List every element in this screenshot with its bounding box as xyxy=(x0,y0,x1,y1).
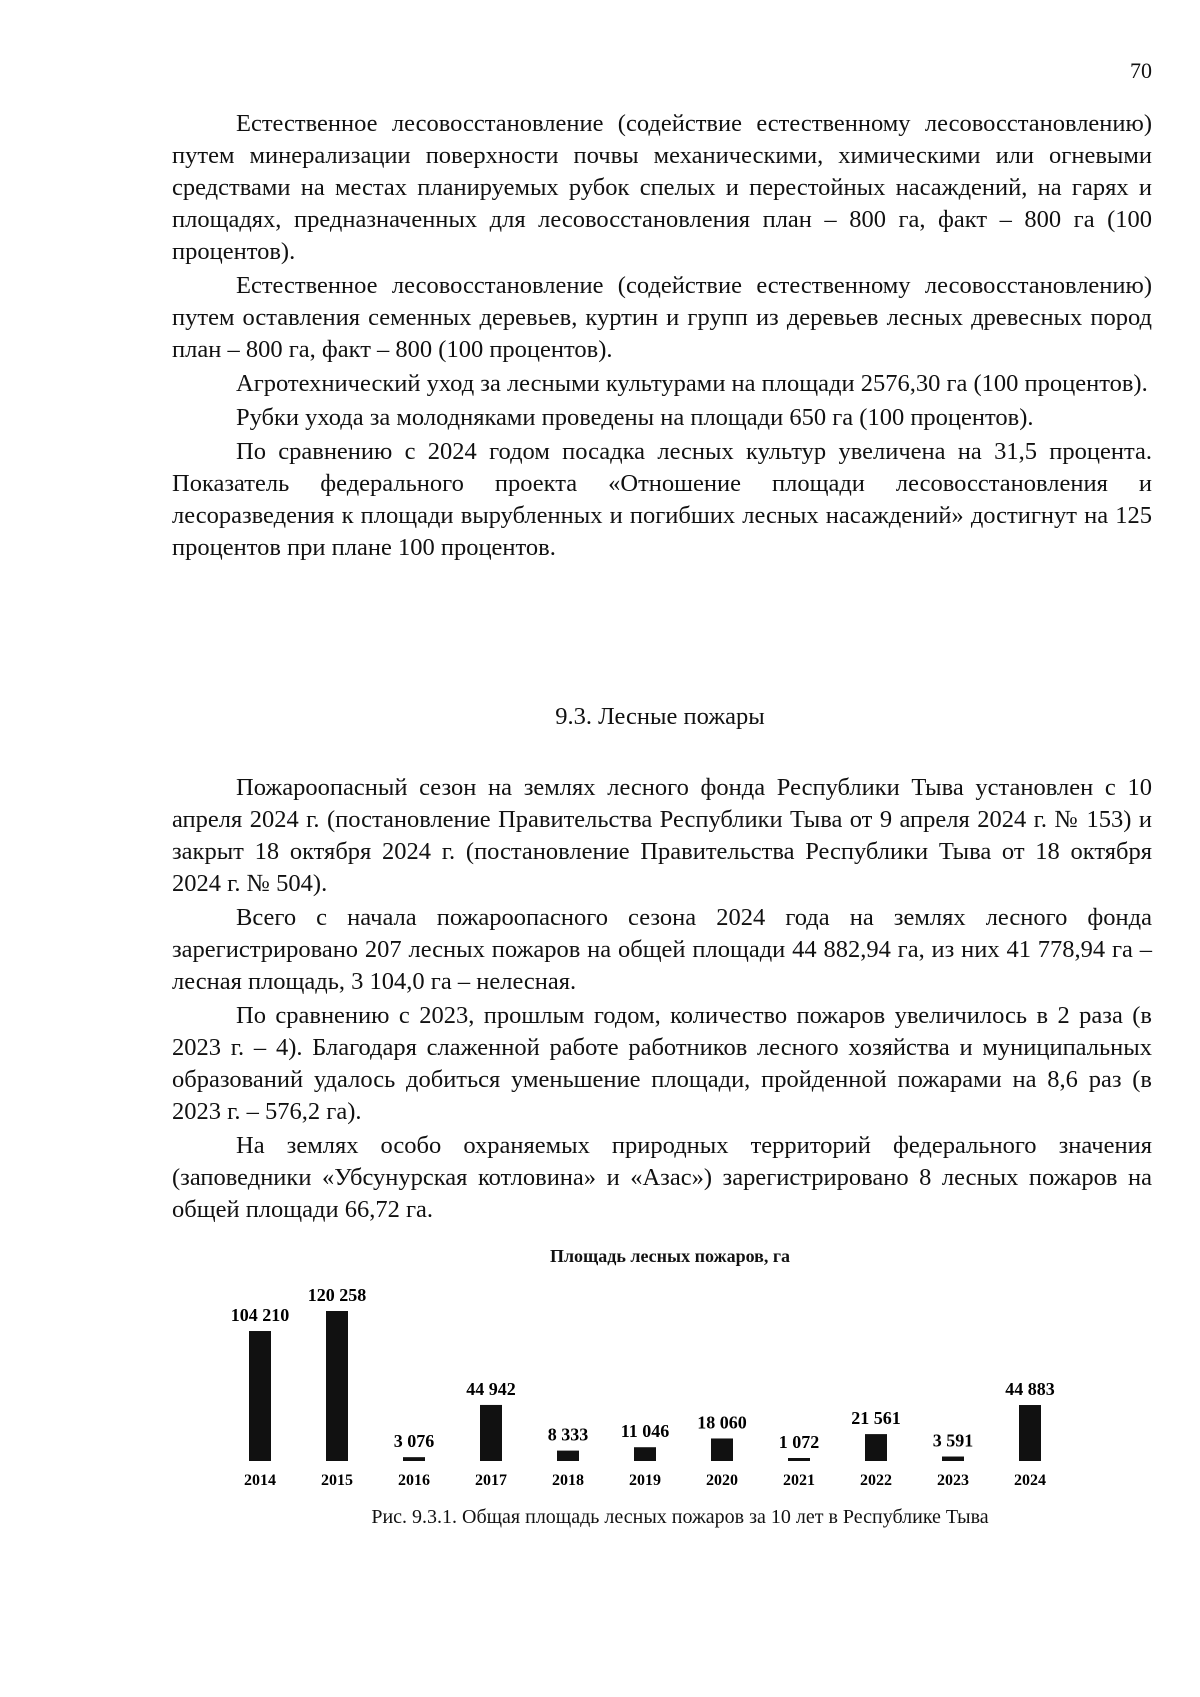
paragraph: На землях особо охраняемых природных территорий федерального значения (заповедники «Убсунурская котловина» и «Азас») зарегистрировано 8 лесных пожаров на общей площади 66,72 га. xyxy=(172,1132,1152,1223)
data-label-2017: 44 942 xyxy=(466,1378,516,1399)
data-label-2020: 18 060 xyxy=(697,1412,747,1433)
paragraph: По сравнению с 2024 годом посадка лесных культур увеличена на 31,5 процента. Показатель федерального проекта «Отношение площади лесовосстановления и лесоразведения к площади вырубленных и погибших лесных насаждений» достигнут на 125 процентов при плане 100 процентов. xyxy=(172,438,1152,561)
section-heading: 9.3. Лесные пожары xyxy=(555,703,765,730)
data-label-2014: 104 210 xyxy=(230,1305,290,1326)
x-tick-2017: 2017 xyxy=(475,1472,507,1489)
data-label-2019: 11 046 xyxy=(620,1421,670,1442)
x-tick-2021: 2021 xyxy=(783,1472,815,1489)
x-tick-2019: 2019 xyxy=(629,1472,661,1489)
paragraph: Естественное лесовосстановление (содействие естественному лесовосстановлению) путем минерализации поверхности почвы механическими, химическими или огневыми средствами на местах планируемых рубок спелых и перестойных насаждений, на гарях и площадях, предназначенных для лесовосстановления план – 800 га, факт – 800 га (100 процентов). xyxy=(172,110,1152,265)
data-label-2016: 3 076 xyxy=(393,1431,435,1452)
bar-2021 xyxy=(788,1458,810,1461)
data-label-2022: 21 561 xyxy=(851,1408,901,1429)
bar-2018 xyxy=(557,1451,579,1461)
x-tick-2018: 2018 xyxy=(552,1472,584,1489)
x-tick-2020: 2020 xyxy=(706,1472,738,1489)
bar-2024 xyxy=(1019,1405,1041,1461)
paragraph: Всего с начала пожароопасного сезона 2024 года на землях лесного фонда зарегистрировано 207 лесных пожаров на общей площади 44 882,94 га, из них 41 778,94 га – лесная площадь, 3 104,0 га – нелесная. xyxy=(172,904,1152,995)
x-tick-2024: 2024 xyxy=(1014,1472,1046,1489)
paragraph: Рубки ухода за молодняками проведены на площади 650 га (100 процентов). xyxy=(236,404,1034,431)
bar-2020 xyxy=(711,1438,733,1461)
data-label-2018: 8 333 xyxy=(547,1424,589,1445)
paragraph: Естественное лесовосстановление (содействие естественному лесовосстановлению) путем оставления семенных деревьев, куртин и групп из деревьев лесных древесных пород план – 800 га, факт – 800 (100 процентов). xyxy=(172,272,1152,363)
data-label-2024: 44 883 xyxy=(1005,1379,1055,1400)
bar-2019 xyxy=(634,1447,656,1461)
data-label-2015: 120 258 xyxy=(307,1285,367,1305)
x-tick-2014: 2014 xyxy=(244,1472,276,1489)
bar-2017 xyxy=(480,1405,502,1461)
forest-restoration-text xyxy=(172,108,1152,566)
x-tick-2016: 2016 xyxy=(398,1472,430,1489)
paragraph: Пожароопасный сезон на землях лесного фонда Республики Тыва установлен с 10 апреля 2024 г. (постановление Правительства Республики Тыва от 9 апреля 2024 г. № 153) и закрыт 18 октября 2024 г. (постановление Правительства Республики Тыва от 18 октября 2024 г. № 504). xyxy=(172,774,1152,897)
page-number: 70 xyxy=(1130,58,1152,83)
fire-area-bar-chart xyxy=(230,1276,1110,1496)
bar-2016 xyxy=(403,1457,425,1461)
paragraph: Агротехнический уход за лесными культурами на площади 2576,30 га (100 процентов). xyxy=(236,370,1148,397)
bar-2023 xyxy=(942,1457,964,1461)
data-label-2021: 1 072 xyxy=(778,1432,820,1452)
forest-fires-text xyxy=(172,772,1152,1228)
bar-2015 xyxy=(326,1311,348,1461)
figure-caption: Рис. 9.3.1. Общая площадь лесных пожаров за 10 лет в Республике Тыва xyxy=(371,1506,989,1528)
paragraph: По сравнению с 2023, прошлым годом, количество пожаров увеличилось в 2 раза (в 2023 г. – 4). Благодаря слаженной работе работников лесного хозяйства и муниципальных образований удалось добиться уменьшение площади, пройденной пожарами на 8,6 раз (в 2023 г. – 576,2 га). xyxy=(172,1002,1152,1125)
bar-2022 xyxy=(865,1434,887,1461)
x-tick-2015: 2015 xyxy=(321,1472,353,1489)
x-tick-2023: 2023 xyxy=(937,1472,969,1489)
x-tick-2022: 2022 xyxy=(860,1472,892,1489)
bar-2014 xyxy=(249,1331,271,1461)
chart-title: Площадь лесных пожаров, га xyxy=(549,1246,791,1266)
data-label-2023: 3 591 xyxy=(932,1430,974,1451)
